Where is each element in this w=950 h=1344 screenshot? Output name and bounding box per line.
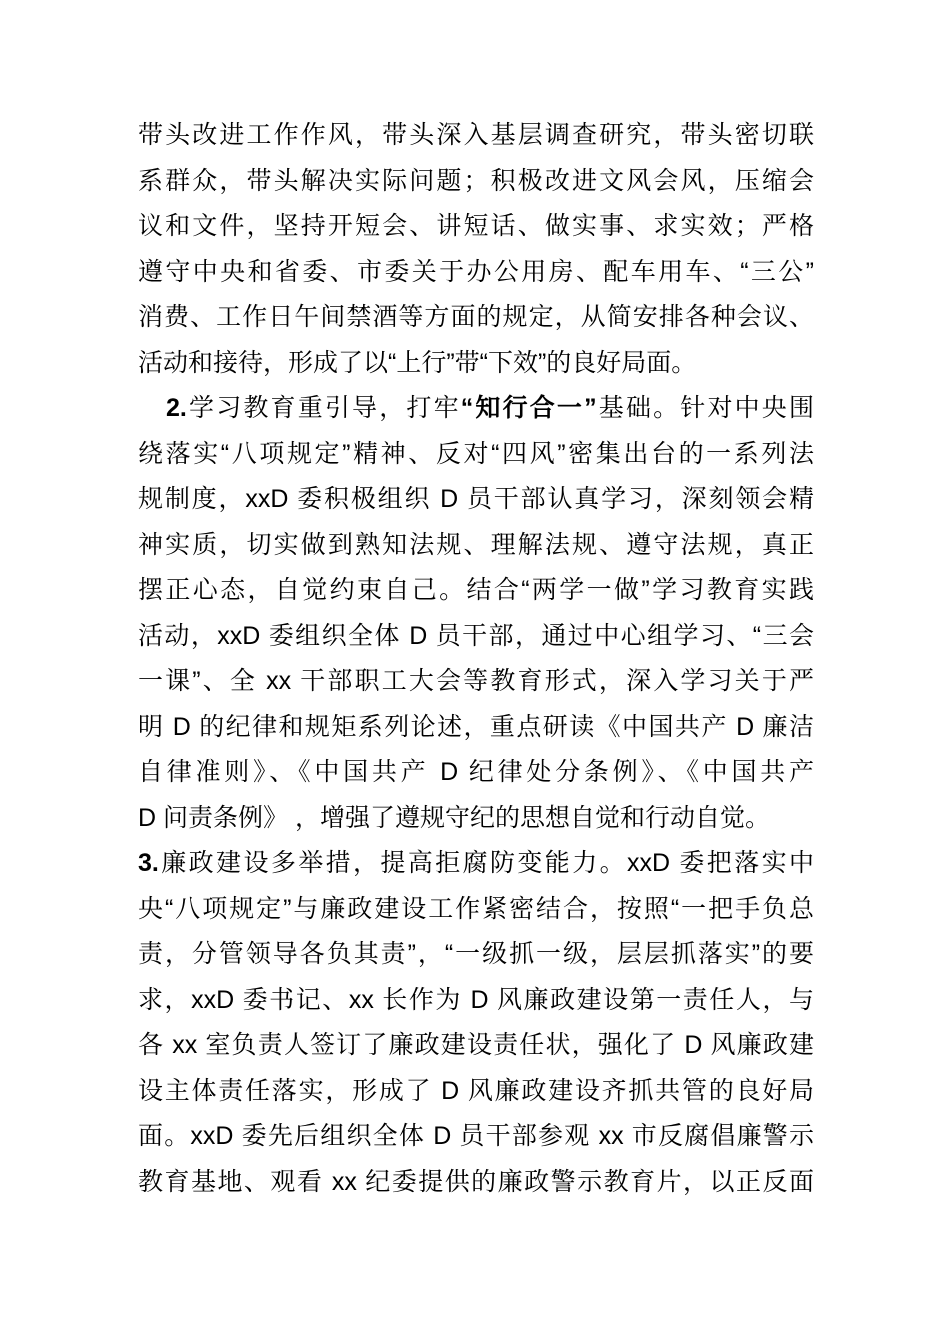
text-segment: 面。xxD 委先后组织全体 D 员干部参观 xx 市反腐倡廉警示 [138, 1122, 814, 1150]
text-segment: 明 D 的纪律和规矩系列论述，重点研读《中国共产 D 廉洁 [138, 712, 814, 741]
document-body [138, 113, 814, 1205]
text-segment: 消费、工作日午间禁酒等方面的规定，从简安排各种会议、 [138, 303, 814, 331]
text-segment: 带头改进工作作风，带头深入基层调查研究，带头密切联 [138, 121, 814, 149]
text-line [138, 568, 814, 614]
text-line [138, 932, 814, 978]
text-line [138, 386, 814, 432]
text-line [138, 250, 814, 296]
text-line [138, 796, 814, 842]
text-line [138, 1069, 814, 1115]
text-segment: 基础。针对中央围 [596, 394, 814, 422]
text-segment: 遵守中央和省委、市委关于办公用房、配车用车、“三公” [138, 257, 814, 286]
text-segment: 活动和接待，形成了以“上行”带“下效”的良好局面。 [138, 348, 697, 377]
text-segment: 活动，xxD 委组织全体 D 员干部，通过中心组学习、“三会 [138, 621, 814, 650]
text-segment: 学习教育重引导，打牢 [186, 394, 461, 422]
text-segment: 央“八项规定”与廉政建设工作紧密结合，按照“一把手负总 [138, 894, 814, 923]
text-line [138, 523, 814, 569]
text-line [138, 432, 814, 478]
text-line [138, 978, 814, 1024]
text-segment: 各 xx 室负责人签订了廉政建设责任状，强化了 D 风廉政建 [138, 1031, 814, 1059]
text-segment: 一课”、全 xx 干部职工大会等教育形式，深入学习关于严 [138, 667, 814, 695]
text-segment: 责，分管领导各负其责”，“一级抓一级，层层抓落实”的要 [138, 940, 814, 968]
text-segment: 规制度，xxD 委积极组织 D 员干部认真学习，深刻领会精 [138, 485, 814, 513]
text-line [138, 159, 814, 205]
text-segment: D 问责条例》 ，增强了遵规守纪的思想自觉和行动自觉。 [138, 803, 770, 832]
text-segment: 设主体责任落实，形成了 D 风廉政建设齐抓共管的良好局 [138, 1076, 814, 1105]
text-line [138, 1023, 814, 1069]
text-segment: 绕落实“八项规定”精神、反对“四风”密集出台的一系列法 [138, 439, 814, 468]
text-line [138, 295, 814, 341]
text-line [138, 477, 814, 523]
text-line [138, 887, 814, 933]
bold-text-segment: 2. [166, 394, 187, 422]
text-segment: 系群众，带头解决实际问题；积极改进文风会风，压缩会 [138, 166, 814, 195]
text-segment: 神实质，切实做到熟知法规、理解法规、遵守法规，真正 [138, 530, 814, 559]
text-line [138, 614, 814, 660]
text-segment: 自律准则》、《中国共产 D 纪律处分条例》、《中国共产 [138, 758, 814, 786]
text-line [138, 341, 814, 387]
text-line [138, 1114, 814, 1160]
text-segment: 议和文件，坚持开短会、讲短话、做实事、求实效；严格 [138, 212, 814, 240]
bold-text-segment: 3. [138, 849, 159, 877]
text-segment: 摆正心态，自觉约束自己。结合“两学一做”学习教育实践 [138, 576, 814, 604]
text-line [138, 705, 814, 751]
text-segment: 教育基地、观看 xx 纪委提供的廉政警示教育片，以正反面 [138, 1167, 814, 1196]
text-line [138, 750, 814, 796]
bold-text-segment: “知行合一” [460, 394, 597, 422]
text-line [138, 1160, 814, 1206]
text-segment: 廉政建设多举措，提高拒腐防变能力。xxD 委把落实中 [158, 849, 814, 877]
text-line [138, 841, 814, 887]
text-line [138, 659, 814, 705]
text-line [138, 204, 814, 250]
text-line [138, 113, 814, 159]
text-segment: 求，xxD 委书记、xx 长作为 D 风廉政建设第一责任人，与 [138, 985, 814, 1014]
